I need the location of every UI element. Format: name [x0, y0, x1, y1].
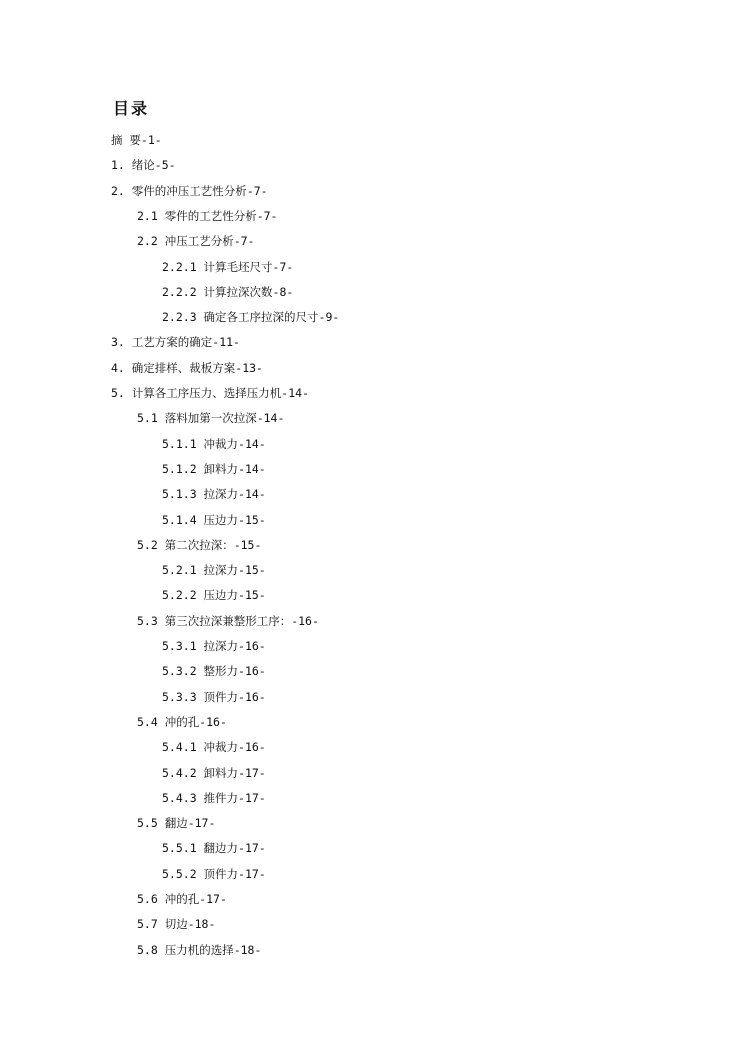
toc-entry[interactable]: 5.4.3 推件力-17-	[162, 790, 266, 805]
toc-entry[interactable]: 5.2.1 拉深力-15-	[162, 563, 266, 578]
toc-entry[interactable]: 5.2 第二次拉深：-15-	[137, 537, 262, 552]
toc-entry[interactable]: 5.2.2 压边力-15-	[162, 588, 266, 603]
toc-entry[interactable]: 摘 要-1-	[111, 133, 162, 147]
toc-title: 目录	[113, 99, 150, 118]
toc-entry[interactable]: 2.2.2 计算拉深次数-8-	[162, 284, 294, 299]
toc-entry[interactable]: 1. 绪论-5-	[111, 158, 176, 173]
toc-entry[interactable]: 5.5.2 顶件力-17-	[162, 866, 266, 881]
toc-entry[interactable]: 5.4 冲的孔-16-	[137, 714, 227, 729]
toc-entry[interactable]: 5.3.1 拉深力-16-	[162, 639, 266, 653]
toc-entry[interactable]: 2.2.1 计算毛坯尺寸-7-	[162, 259, 294, 274]
toc-entry[interactable]: 5.1.4 压边力-15-	[162, 512, 266, 527]
toc-entry[interactable]: 5.3.2 整形力-16-	[162, 664, 266, 679]
toc-entry[interactable]: 2.1 零件的工艺性分析-7-	[137, 208, 278, 223]
toc-entry[interactable]: 5.4.2 卸料力-17-	[162, 765, 266, 780]
toc-entry[interactable]: 5.7 切边-18-	[137, 917, 216, 932]
toc-entry[interactable]: 5.1.1 冲裁力-14-	[162, 436, 266, 451]
toc-entry[interactable]: 5.1.3 拉深力-14-	[162, 487, 266, 502]
toc-entry[interactable]: 5. 计算各工序压力、选择压力机-14-	[111, 386, 309, 400]
toc-entry[interactable]: 5.1 落料加第一次拉深-14-	[137, 411, 285, 426]
toc-entry[interactable]: 5.3 第三次拉深兼整形工序：-16-	[137, 613, 319, 628]
toc-entry[interactable]: 5.3.3 顶件力-16-	[162, 689, 266, 704]
toc-entry[interactable]: 5.6 冲的孔-17-	[137, 892, 227, 906]
toc-entry[interactable]: 2.2.3 确定各工序拉深的尺寸-9-	[162, 310, 340, 325]
toc-entry[interactable]: 5.8 压力机的选择-18-	[137, 942, 262, 957]
toc-entry[interactable]: 3. 工艺方案的确定-11-	[111, 335, 240, 350]
toc-entry[interactable]: 2.2 冲压工艺分析-7-	[137, 234, 255, 249]
toc-entry[interactable]: 4. 确定排样、裁板方案-13-	[111, 360, 263, 375]
toc-entry[interactable]: 5.5 翻边-17-	[137, 816, 216, 831]
toc-entry[interactable]: 5.5.1 翻边力-17-	[162, 841, 266, 856]
toc-entry[interactable]: 2. 零件的冲压工艺性分析-7-	[111, 183, 268, 198]
toc-entry[interactable]: 5.1.2 卸料力-14-	[162, 461, 266, 476]
toc-entry[interactable]: 5.4.1 冲裁力-16-	[162, 740, 266, 755]
